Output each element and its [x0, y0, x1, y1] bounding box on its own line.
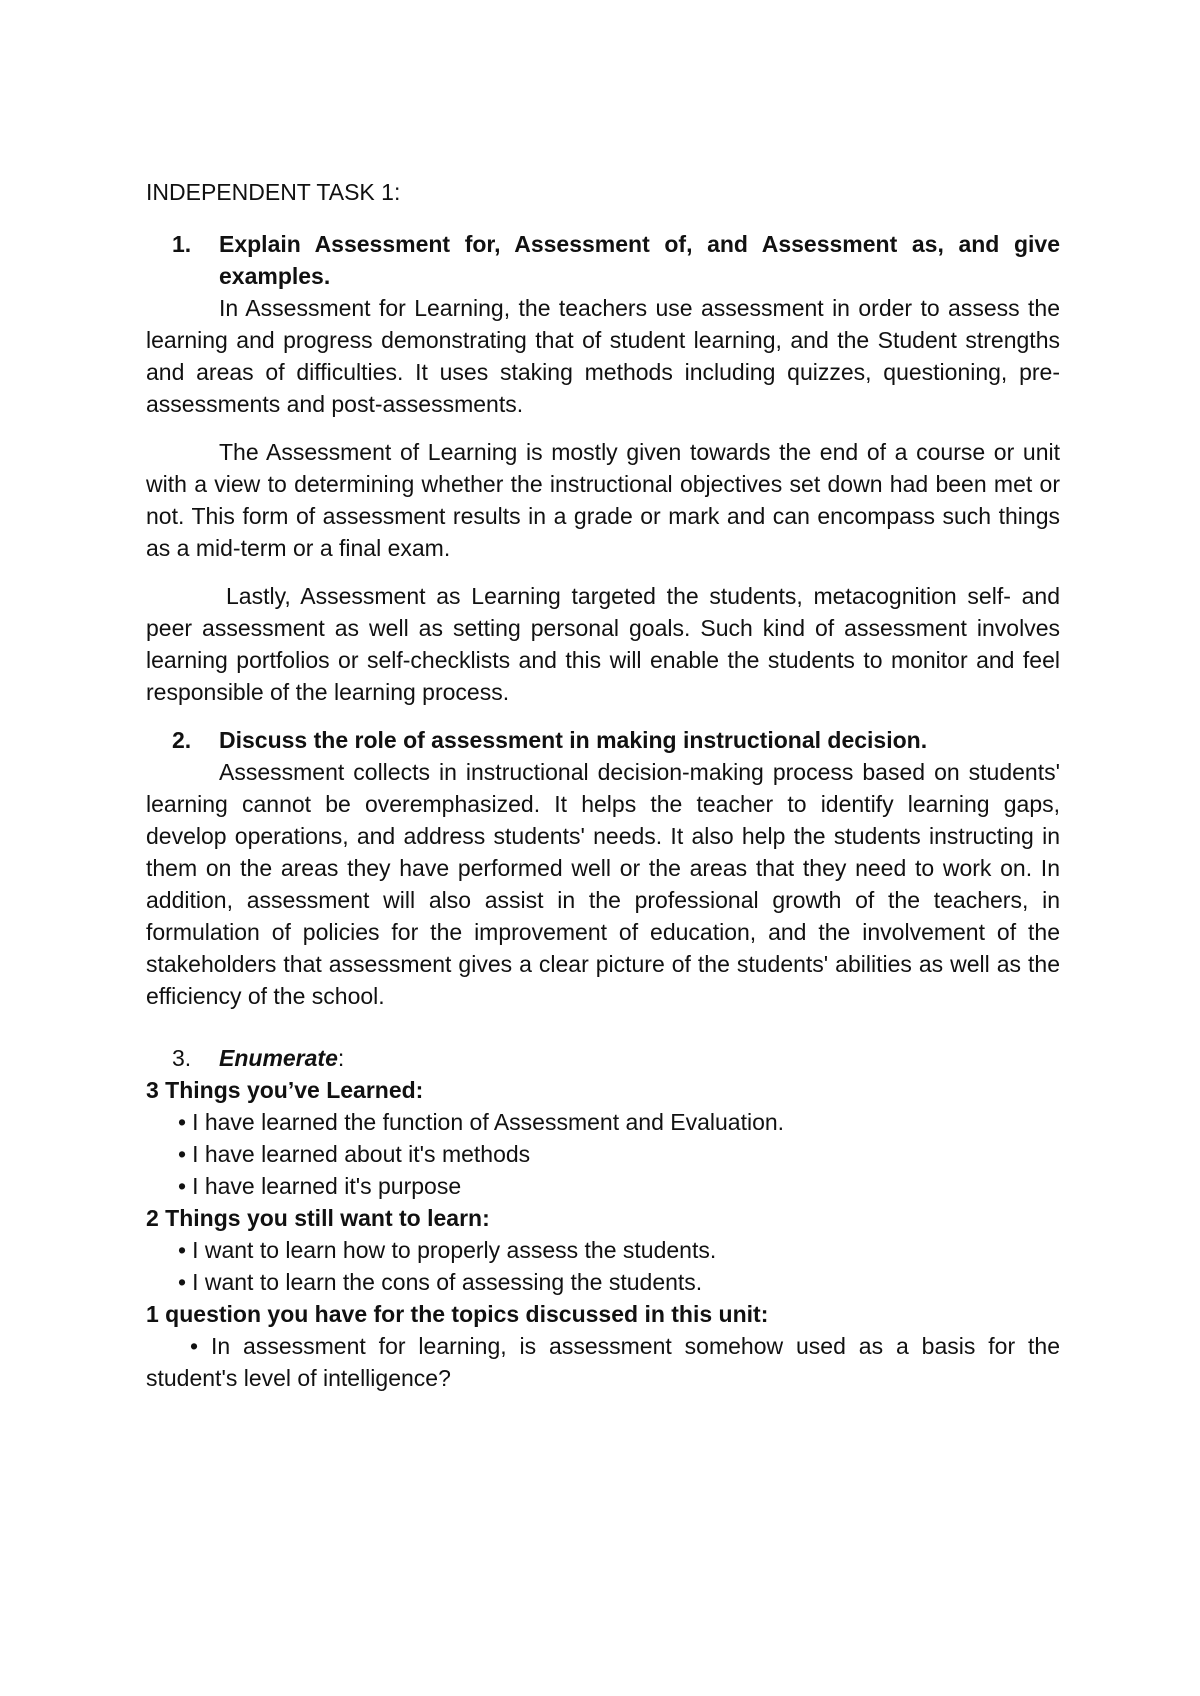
list-item: • I want to learn how to properly assess the students.: [178, 1237, 717, 1263]
document-page: [146, 176, 1060, 1394]
document-title: INDEPENDENT TASK 1:: [146, 179, 401, 205]
bullet-icon: •: [178, 1237, 187, 1263]
question-3-heading: [146, 1042, 1060, 1074]
learned-heading: 3 Things you’ve Learned:: [146, 1077, 424, 1103]
q1-paragraph-3: Lastly, Assessment as Learning targeted the students, metacognition self- and peer assessment as well as setting personal goals. Such kind of assessment involves learning portfolios or self-checklists and this will enable the students to monitor and feel responsible of the learning process.: [146, 583, 1060, 705]
bullet-icon: •: [178, 1269, 187, 1295]
want-heading: 2 Things you still want to learn:: [146, 1205, 490, 1231]
list-item: • I have learned the function of Assessment and Evaluation.: [178, 1109, 785, 1135]
question-3-text: Enumerate: [219, 1045, 338, 1071]
question-3-number: 3.: [172, 1045, 192, 1071]
question-2-heading: [146, 724, 1060, 756]
list-item: • I want to learn the cons of assessing the students.: [178, 1269, 703, 1295]
list-item: • I have learned it's purpose: [178, 1173, 462, 1199]
want-list: [146, 1234, 1060, 1298]
question-heading: 1 question you have for the topics discussed in this unit:: [146, 1301, 769, 1327]
question-item: • In assessment for learning, is assessment somehow used as a basis for the student's level of intelligence?: [146, 1333, 1060, 1391]
q1-paragraph-1: In Assessment for Learning, the teachers use assessment in order to assess the learning and progress demonstrating that of student learning, and the Student strengths and areas of difficulties. It uses staking methods including quizzes, questioning, pre-assessments and post-assessments.: [146, 295, 1060, 417]
q1-paragraph-2: The Assessment of Learning is mostly given towards the end of a course or unit with a view to determining whether the instructional objectives set down had been met or not. This form of assessment results in a grade or mark and can encompass such things as a mid-term or a final exam.: [146, 439, 1060, 561]
question-1-heading: [146, 228, 1060, 292]
q2-paragraph: Assessment collects in instructional decision-making process based on students' learning cannot be overemphasized. It helps the teacher to identify learning gaps, develop operations, and address students' needs. It also help the students instructing in them on the areas they have performed well or the areas that they need to work on. In addition, assessment will also assist in the professional growth of the teachers, in formulation of policies for the improvement of education, and the involvement of the stakeholders that assessment gives a clear picture of the students' abilities as well as the efficiency of the school.: [146, 759, 1060, 1009]
question-1-number: 1.: [172, 231, 192, 257]
bullet-icon: •: [178, 1141, 187, 1167]
question-3-colon: :: [337, 1045, 345, 1071]
bullet-icon: •: [178, 1173, 187, 1199]
list-item: • I have learned about it's methods: [178, 1141, 531, 1167]
question-2-text: Discuss the role of assessment in making instructional decision.: [219, 727, 928, 753]
learned-list: [146, 1106, 1060, 1202]
question-1-text: Explain Assessment for, Assessment of, and Assessment as, and give examples.: [219, 231, 1060, 289]
bullet-icon: •: [178, 1109, 187, 1135]
question-2-number: 2.: [172, 727, 192, 753]
bullet-icon: •: [190, 1333, 199, 1359]
